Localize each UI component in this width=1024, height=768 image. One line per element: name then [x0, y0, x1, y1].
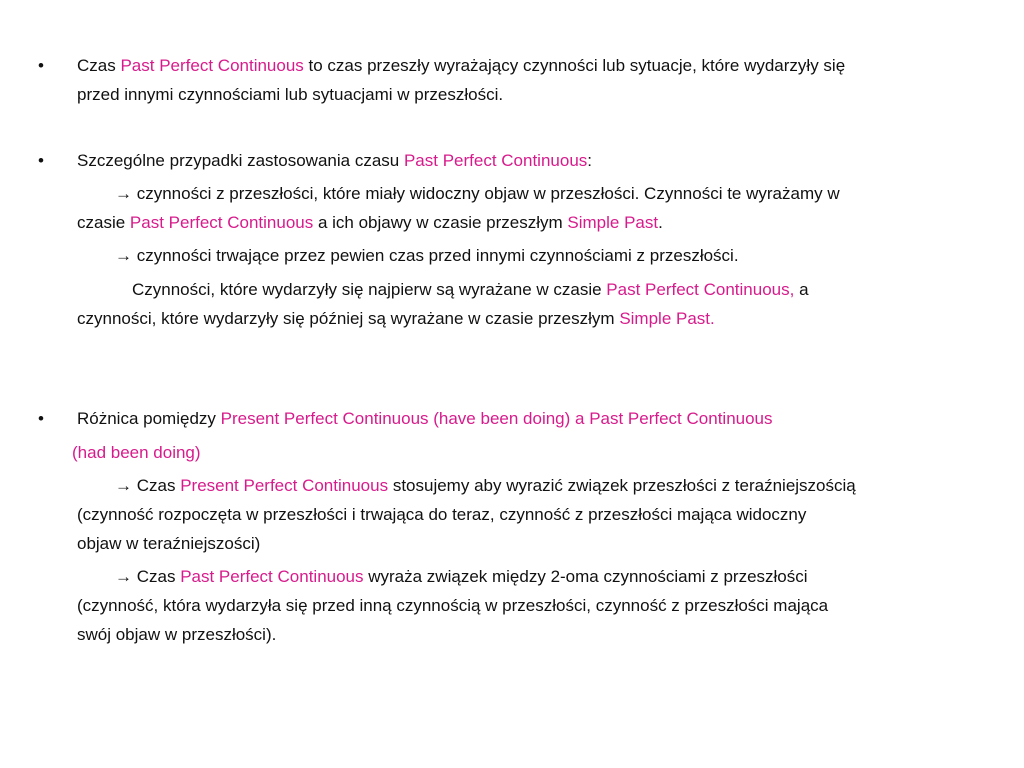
bullet-3-point-1-line-1: [115, 476, 856, 496]
highlight-term: Simple Past.: [619, 309, 715, 328]
bullet-1-line-1: [77, 56, 845, 76]
text-segment: a ich objawy w czasie przeszłym: [313, 213, 568, 232]
text-segment: stosujemy aby wyrazić związek przeszłości z teraźniejszością: [388, 476, 856, 495]
text-segment: Czas: [77, 56, 121, 75]
bullet-3-point-2-line-1: [115, 567, 808, 587]
bullet-marker: •: [38, 409, 44, 428]
highlight-term: Simple Past: [567, 213, 659, 232]
text-segment: czynności, które wydarzyły się później są wyrażane w czasie przeszłym: [77, 309, 620, 328]
text-segment: :: [587, 151, 593, 170]
bullet-2-point-3-line-1: [132, 280, 809, 300]
highlight-term: Past Perfect Continuous: [120, 56, 304, 75]
bullet-2-point-2: → czynności trwające przez pewien czas przed innymi czynnościami z przeszłości.: [115, 246, 739, 265]
text-segment: czasie: [77, 213, 130, 232]
text-segment: → Czas: [115, 476, 181, 495]
bullet-3-point-1-line-2: (czynność rozpoczęta w przeszłości i trwająca do teraz, czynność z przeszłości mająca widoczny: [77, 505, 807, 524]
text-segment: Czynności, które wydarzyły się najpierw są wyrażane w czasie: [132, 280, 607, 299]
text-segment: .: [658, 213, 663, 232]
bullet-3-point-2-line-2: (czynność, która wydarzyła się przed inną czynnością w przeszłości, czynność z przeszłości mająca: [77, 596, 829, 615]
bullet-3-point-2-line-3: swój objaw w przeszłości).: [77, 625, 277, 644]
bullet-1-line-2: przed innymi czynnościami lub sytuacjami w przeszłości.: [77, 85, 504, 104]
text-segment: to czas przeszły wyrażający czynności lub sytuacje, które wydarzyły się: [303, 56, 846, 75]
text-segment: Różnica pomiędzy: [77, 409, 221, 428]
highlight-term: Past Perfect Continuous: [180, 567, 364, 586]
highlight-term: Past Perfect Continuous: [403, 151, 588, 170]
bullet-2-point-3-line-2: [77, 309, 715, 329]
bullet-marker: •: [38, 151, 44, 170]
bullet-3-heading-line-2: (had been doing): [72, 443, 201, 462]
bullet-2-point-1-line-1: → czynności z przeszłości, które miały widoczny objaw w przeszłości. Czynności te wyrażamy w: [115, 184, 840, 203]
bullet-3-point-1-line-3: objaw w teraźniejszości): [77, 534, 261, 553]
text-segment: Szczególne przypadki zastosowania czasu: [77, 151, 404, 170]
highlight-term: Present Perfect Continuous: [180, 476, 389, 495]
highlight-term: Present Perfect Continuous (have been doing) a Past Perfect Continuous: [220, 409, 773, 428]
text-segment: wyraża związek między 2-oma czynnościami z przeszłości: [363, 567, 808, 586]
highlight-term: Past Perfect Continuous,: [606, 280, 795, 299]
highlight-term: Past Perfect Continuous: [129, 213, 314, 232]
bullet-2-point-1-line-2: [77, 213, 663, 233]
bullet-3-heading: [77, 409, 773, 429]
bullet-2-heading: [77, 151, 592, 171]
bullet-marker: •: [38, 56, 44, 75]
text-segment: → Czas: [115, 567, 181, 586]
text-segment: a: [794, 280, 809, 299]
